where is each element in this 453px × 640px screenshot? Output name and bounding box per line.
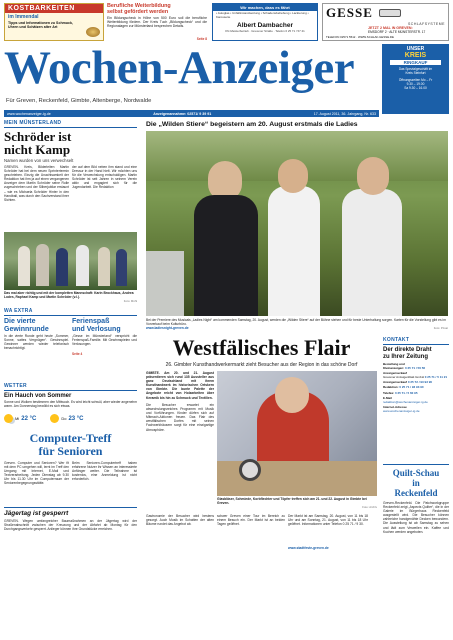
ringkauf-badge-line1: Das Spezialgeschäft im bbox=[398, 67, 433, 71]
ad-dambacher-slogan: Wir machen, dass es fährt bbox=[213, 4, 317, 11]
ad-gesse[interactable] bbox=[322, 3, 449, 41]
flair-col2: Die Besucher erwartet ein abwechslungsreiches Programm mit Musik und Vorführungen. Kinder dürfen sich auf Mitmach-Aktionen freuen. Das Flair des westfälischen Dorfes mit seinen Fachwerkhäusern sorgt für eine einzigartige Atmosphäre. bbox=[146, 403, 214, 432]
jugend-text: GREVEN. Wegen umfangreicher Baumaßnahmen an der Jägertag wird der Straßenabschnitt zwischen der Kreuzung und der Abfahrt ab Montag für den Durchgangsverkehr gesperrt. Anlieger können ihre Grundstücke erreichen. bbox=[4, 519, 137, 532]
wetter-rule bbox=[4, 390, 137, 391]
kontakt-label: KONTAKT bbox=[383, 337, 410, 343]
kontakt-h1: Der direkte Draht bbox=[383, 347, 432, 353]
ad-weiterbildung-seite: Seite 8 bbox=[196, 37, 207, 41]
left-deck: Namen wurden von uns verwechselt bbox=[4, 158, 74, 163]
wetter-today-temp: 22 °C bbox=[21, 415, 37, 422]
ad-gesse-line2: EMSDORF 2 · ALTE MÜNSTERSTR. 17 bbox=[368, 30, 426, 34]
wetter-tomorrow-label: Do bbox=[61, 416, 67, 421]
left-section-label: MEIN MÜNSTERLAND bbox=[4, 120, 62, 126]
masthead-title: Wochen-Anzeiger bbox=[4, 42, 355, 94]
wa-extra-h1: Die vierte bbox=[4, 318, 36, 325]
masthead-anzeigen: Anzeigenannahme: 02571/ 9 39 91 bbox=[153, 111, 212, 116]
ringkauf-badge-mid: KREIS bbox=[404, 52, 427, 59]
left-section-rule bbox=[4, 127, 137, 128]
wetter-today bbox=[4, 414, 36, 423]
flair-headline: Westfälisches Flair bbox=[172, 335, 351, 360]
flair-col1: GIMBTE. Am 20. und 21. August präsentieren sich rund 135 Aussteller aus ganz Deutschland mit ihrem Kunsthandwerk im historischen Ortskern von Gimbte. Die bunte Palette der Angebote reicht von Holzarbeiten über Keramik bis hin zu Schmuck und Textilien. bbox=[146, 371, 214, 400]
computer-headline-1: Computer-Treff bbox=[29, 431, 112, 445]
ad-weiterbildung-title1: Berufliche Weiterbildung bbox=[107, 3, 171, 9]
ad-dambacher-address: Kfz-Meisterbetrieb · Grevener Straße · Telefon 0 25 71 / 57 41 bbox=[225, 28, 305, 33]
kontakt-web[interactable]: www.wochenanzeiger-ig.de bbox=[383, 408, 420, 413]
ringkauf-badge-top: UNSER bbox=[406, 46, 425, 52]
wa-extra-t2: „Gesse im Münsterland“ verspricht die Ferienspaß-Familie. Mit Gewinnspielen und Verlosungen. bbox=[72, 334, 137, 347]
wa-extra-label: WA EXTRA bbox=[4, 308, 33, 314]
wa-extra-t1: In die vierte Runde geht heute „Sommer, Sonne, sattes Vergnügen“. Gewinnspiel. Gewinner werden wieder telefonisch benachrichtigt. bbox=[4, 334, 69, 351]
kontakt-item: Redaktion: 0 25 71 / 93 93 90 bbox=[383, 385, 424, 390]
wilde-link[interactable]: www.ladiesnight-greven.de bbox=[146, 326, 189, 330]
computer-col2: Beim Senioren-Computertreff haben erfahrene Nutzer ihr Wissen an interessierte Anfänger weiter. Die Teilnahme ist kostenlos, eine Anmeldung ist nicht erforderlich. bbox=[72, 461, 137, 482]
ad-kostbarkeiten-line1: Tipps und Informationen zu Schmuck, bbox=[8, 21, 74, 25]
wa-extra-seite: Seite 4 bbox=[72, 352, 83, 356]
ringkauf-badge-hours1: Öffnungszeiten Mo – Fr bbox=[398, 78, 433, 82]
kontakt-item: Internet-Adresse bbox=[383, 405, 407, 410]
wetter-tomorrow bbox=[50, 414, 83, 423]
wetter-today-label: Mi bbox=[15, 416, 20, 421]
flair-deck: 26. Gimbter Kunsthandwerkermarkt zieht Besucher aus der Region in das schöne Dorf bbox=[165, 362, 358, 368]
computer-headline-2: für Senioren bbox=[38, 444, 103, 458]
sun-icon bbox=[50, 414, 59, 423]
kontakt-item: Bestellung und bbox=[383, 362, 405, 366]
masthead-date: 17. August 2011, 36. Jahrgang, Nr. 633 bbox=[313, 111, 376, 116]
ad-gesse-line1: JETZT 2 MAL IN GREVEN: bbox=[368, 26, 413, 30]
wilde-credit: Foto: Privat bbox=[433, 326, 448, 330]
ad-kostbarkeiten[interactable] bbox=[4, 3, 104, 41]
flair-col3: Gastronomie der Besucher wird bestens gesorgt. Auch Musik im Schatten der alten Bäume rundet das Angebot ab. bbox=[146, 514, 214, 527]
ad-kostbarkeiten-subtitle: im Immendal bbox=[8, 14, 39, 20]
kontakt-list bbox=[383, 363, 449, 414]
ringkauf-badge-hours3: Sa 9.30 – 16.00 bbox=[404, 86, 427, 90]
kontakt-item: Anzeigenverkauf 0 25 72 / 93 93 90 bbox=[383, 380, 433, 385]
wetter-label: WETTER bbox=[4, 383, 27, 389]
ad-weiterbildung-text: Ein Bildungscheck in Höhe von 500 Euro soll die berufliche Weiterbildung fördern. Der Kreis Tuch „Bildungscheck“ und die Regionalagen zur Münsterland besprechen Details. bbox=[107, 16, 207, 29]
ad-gesse-bed-icon bbox=[379, 9, 401, 17]
wetter-tomorrow-temp: 23 °C bbox=[68, 415, 84, 422]
ringkauf-badge-line2: Kreis Steinfurt bbox=[405, 71, 426, 75]
flair-caption: Glasbläser, Schmiede, Korbflechter und Töpfer treffen sich am 21. und 22. August in Gimbte bei Greven. bbox=[217, 497, 367, 505]
ad-weiterbildung[interactable] bbox=[107, 3, 207, 41]
jugend-headline: Jägertag ist gesperrt bbox=[4, 510, 69, 517]
left-article-col1: GREVEN. Kreis, Bilderleiten Martin Schröder hat bei dem neuen Sprintertermin geschrieben. Einzig die Unachtsamkeit der Redaktion hat ihm ja auf einen vergangenen Anzeiger dem Martin Schröder seine Rolle zugeschrieben und der Silberjubilar erstaunt – wie es Michaela Schröder Hinter in den Handball, was durch den Sachverstand ihrer Sichten. bbox=[4, 165, 69, 202]
ad-dambacher[interactable] bbox=[212, 3, 318, 41]
ad-gesse-sub: SCHLAFSYSTEME bbox=[407, 22, 445, 26]
computer-col1: Greven. Computer und Senioren? Wer fit mit dem PC umgehen will, lernt im Treff den Umgang mit Internet, E-Mail und Textverarbeitung. Jeden Dienstag ab 9.30 Uhr bis 11.30 Uhr im Computerraum der Seniorenbegegnungsstätte. bbox=[4, 461, 69, 486]
quilt-h1: Quilt-Schau bbox=[392, 468, 440, 478]
ad-gesse-name: GESSE bbox=[326, 5, 373, 20]
ad-kostbarkeiten-jewel-icon bbox=[86, 27, 100, 37]
left-headline-1: Schröder ist bbox=[4, 129, 72, 144]
left-headline-2: nicht Kamp bbox=[4, 142, 71, 157]
wa-extra-h1b: Gewinnrunde bbox=[4, 326, 49, 333]
kontakt-email[interactable]: redaktion@wochenanzeiger-ig.de bbox=[383, 399, 428, 404]
quilt-h2: in bbox=[412, 478, 420, 488]
wa-extra-box-1[interactable] bbox=[4, 318, 69, 356]
ad-gesse-line3: TELEFON 02571 5512 · WWW.SCHLAF-GESSE.DE bbox=[326, 35, 394, 39]
quilt-h3: Reckenfeld bbox=[394, 488, 438, 498]
ringkauf-badge[interactable] bbox=[382, 44, 449, 114]
sun-cloud-icon bbox=[4, 414, 13, 423]
flair-col5: Der Markt ist am Samstag, 20. August, von 11 bis 18 Uhr und am Sonntag, 21. August, von 11 bis 18 Uhr geöffnet. Informationen unter Telefon 0 25 71 / 9 30. bbox=[288, 514, 368, 527]
masthead-url[interactable]: www.wochenanzeiger-ig.de bbox=[7, 111, 51, 116]
wa-extra-rule bbox=[4, 315, 137, 316]
ad-kostbarkeiten-line2: Uhren und Schätzen alter Art bbox=[8, 25, 58, 29]
kontakt-item: Kleinanzeigen: 0 25 71 / 56 56 bbox=[383, 365, 426, 370]
flair-col4: schwer Greven einer Tour im Bereich zu einem Besuch ein. Der Markt ist an beiden Tagen geöffnet. bbox=[217, 514, 285, 527]
flair-intro-col bbox=[146, 371, 214, 467]
kontakt-rule bbox=[383, 344, 449, 345]
ad-weiterbildung-title2: selbst gefördert werden bbox=[107, 9, 169, 15]
kontakt-h2: zu Ihrer Zeitung bbox=[383, 354, 428, 360]
wetter-text: Sonne und Wolken bestimmen den Mittwoch. Es wird leicht schwül, aber wieder angenehm warm. Am Donnerstag bewölkt es sich etwas. bbox=[4, 400, 137, 409]
ad-dambacher-items: • Autoglas • Unfallinstandsetzung • Schadensbehebung • Lackierung • Karosserie bbox=[216, 11, 309, 19]
wilde-caption: Bei der Premiere des Musicals „Ladies Night“ am kommenden Samstag, 20. August, werden die „Wilden Stiere“ auf der Bühne stehen und für beste Unterhaltung sorgen. Karten für die Vorstellung gibt es im Vorverkauf beim Kulturbüro. bbox=[146, 318, 446, 326]
ringkauf-badge-bottom: RINGKAUF bbox=[390, 60, 441, 65]
ad-kostbarkeiten-title: KOSTBARKEITEN bbox=[5, 4, 103, 13]
kontakt-item: Grevener Anzeigenblatt GmbH 0 25 71 / 5 11 21 bbox=[383, 374, 448, 379]
flair-credit: Foto: Archiv bbox=[362, 505, 377, 509]
ad-dambacher-name: Albert Dambacher bbox=[237, 21, 293, 29]
quilt-rule bbox=[383, 464, 449, 465]
team-photo-caption: Das mal aber richtig und mit der kompletten Mannschaft: Karin Brockhaus, Andrea Lodes, Raphael Kamp und Martin Schröder (v.l.). bbox=[4, 291, 134, 299]
wa-extra-h2b: und Verlosung bbox=[72, 326, 121, 333]
wilde-photo bbox=[146, 131, 448, 316]
flair-photo bbox=[217, 371, 377, 496]
wilde-headline: Die „Wilden Stiere“ begeistern am 20. August erstmals die Ladies bbox=[146, 121, 358, 128]
kontakt-item: Telefax: 0 25 71 / 5 60 95 bbox=[383, 390, 418, 395]
left-article-col2: der auf dem Bild neben ihm stand und eine Dressur in der Hand hielt. Wir möchten uns für die Verwechslung entschuldigen. Martin Schröder ist seit Jahren in seinem Verein aktiv und engagiert sich für die Jugendarbeit. Die Redaktion bbox=[72, 165, 137, 190]
wa-extra-h2: Ferienspaß bbox=[72, 318, 110, 325]
team-photo-credit: Foto: Mühl bbox=[123, 299, 137, 303]
ringkauf-badge-hours2: 9.30 – 19.00 bbox=[406, 82, 425, 86]
jugend-rule bbox=[4, 507, 137, 508]
flair-col5-link[interactable]: www.stadtfeste-greven.de bbox=[288, 546, 329, 550]
quilt-text: Greven-Reckenfeld. Die Patchworkgruppe Reckenfeld zeigt „Aspects Quilter“, die in der Galerie im Bürgerhaus Reckenfeld ausgestellt wird. Die Besucher können zahlreiche handgenähte Decken bewundern. Die Ausstellung ist ab Samstag zu sehen und lädt zum Verweilen ein. Kaffee und Kuchen werden angeboten. bbox=[383, 501, 449, 534]
masthead-subtitle: Für Greven, Reckenfeld, Gimbte, Altenberge, Nordwalde bbox=[6, 98, 152, 104]
team-photo bbox=[4, 232, 137, 290]
kontakt-item: E-Mail bbox=[383, 396, 392, 401]
kontakt-item: Anzeigenverkauf bbox=[383, 371, 408, 376]
masthead-info-bar bbox=[4, 110, 379, 117]
wa-extra-box-2[interactable] bbox=[72, 318, 137, 356]
wetter-headline: Ein Hauch von Sommer bbox=[4, 393, 72, 399]
